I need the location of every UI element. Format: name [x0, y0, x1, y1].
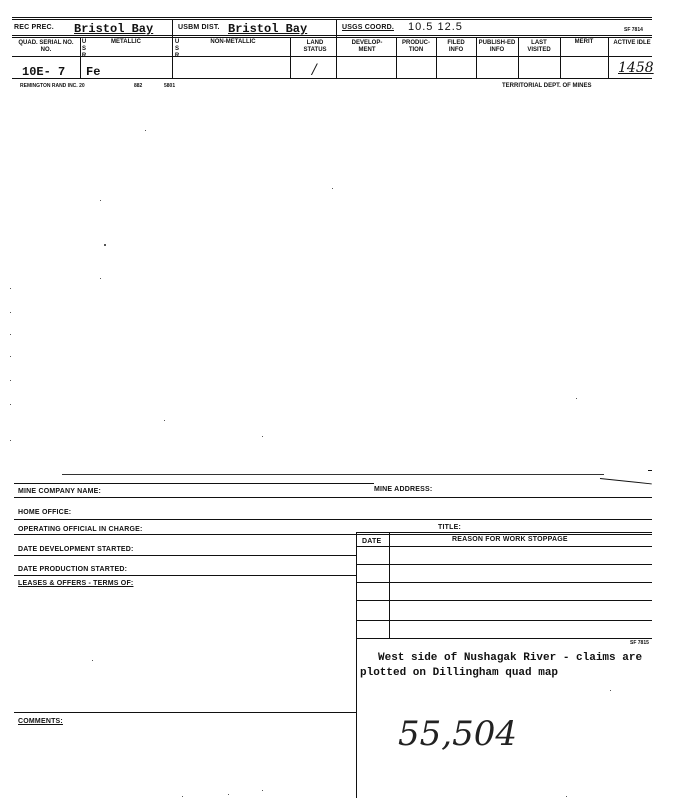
col-active-idle: ACTIVE IDLE — [613, 40, 651, 46]
rec-prec-label: REC PREC. — [14, 24, 54, 31]
col-usr-nonmetallic: U S R — [174, 39, 180, 59]
usbm-dist-label: USBM DIST. — [178, 24, 220, 31]
title-label: TITLE: — [438, 524, 461, 531]
row-quad-serial: 10E- 7 — [22, 65, 66, 79]
form-number-2: SF 7815 — [630, 640, 649, 646]
mine-address-label: MINE ADDRESS: — [374, 486, 433, 493]
date-header: DATE — [362, 538, 382, 545]
col-filed-info: FILED INFO — [447, 40, 465, 53]
reason-header: REASON FOR WORK STOPPAGE — [452, 536, 568, 543]
col-last-visited: LAST VISITED — [527, 40, 551, 53]
col-quad-serial: QUAD. SERIAL NO. NO. — [18, 40, 74, 53]
col-merit: MERIT — [574, 39, 594, 45]
col-metallic: METALLIC — [111, 39, 141, 45]
note-line-2: plotted on Dillingham quad map — [360, 667, 559, 679]
printer-code-1: 882 — [134, 83, 143, 89]
col-production: PRODUC-TION — [402, 40, 430, 53]
comments-label: COMMENTS: — [18, 718, 63, 725]
row-active-idle: 1458 — [618, 60, 654, 76]
usgs-coord-value: 10.5 12.5 — [408, 21, 463, 33]
col-development: DEVELOP-MENT — [351, 40, 383, 53]
form-number: SF 7814 — [624, 27, 643, 33]
home-office-label: HOME OFFICE: — [18, 509, 72, 516]
handwritten-number: 55,504 — [398, 714, 517, 754]
operating-official-label: OPERATING OFFICIAL IN CHARGE: — [18, 526, 143, 533]
date-production-label: DATE PRODUCTION STARTED: — [18, 566, 128, 573]
col-non-metallic: NON-METALLIC — [210, 39, 256, 45]
usgs-coord-label: USGS COORD. — [342, 24, 394, 31]
date-development-label: DATE DEVELOPMENT STARTED: — [18, 546, 134, 553]
mine-company-name-label: MINE COMPANY NAME: — [18, 488, 102, 495]
printer-mark: REMINGTON RAND INC. 20 — [20, 83, 85, 89]
leases-label: LEASES & OFFERS - TERMS OF: — [18, 580, 134, 587]
usbm-dist-value: Bristol Bay — [228, 22, 308, 36]
printer-code-2: 5801 — [164, 83, 176, 89]
col-land-status: LAND STATUS — [303, 40, 327, 53]
department-name: TERRITORIAL DEPT. OF MINES — [502, 83, 592, 89]
col-published-info: PUBLISH-ED INFO — [478, 40, 516, 53]
row-metallic: Fe — [86, 65, 101, 79]
row-land-status: / — [312, 62, 317, 78]
note-line-1: West side of Nushagak River - claims are — [378, 652, 643, 664]
rec-prec-value: Bristol Bay — [74, 22, 154, 36]
col-usr-metallic: U S R — [81, 39, 87, 59]
